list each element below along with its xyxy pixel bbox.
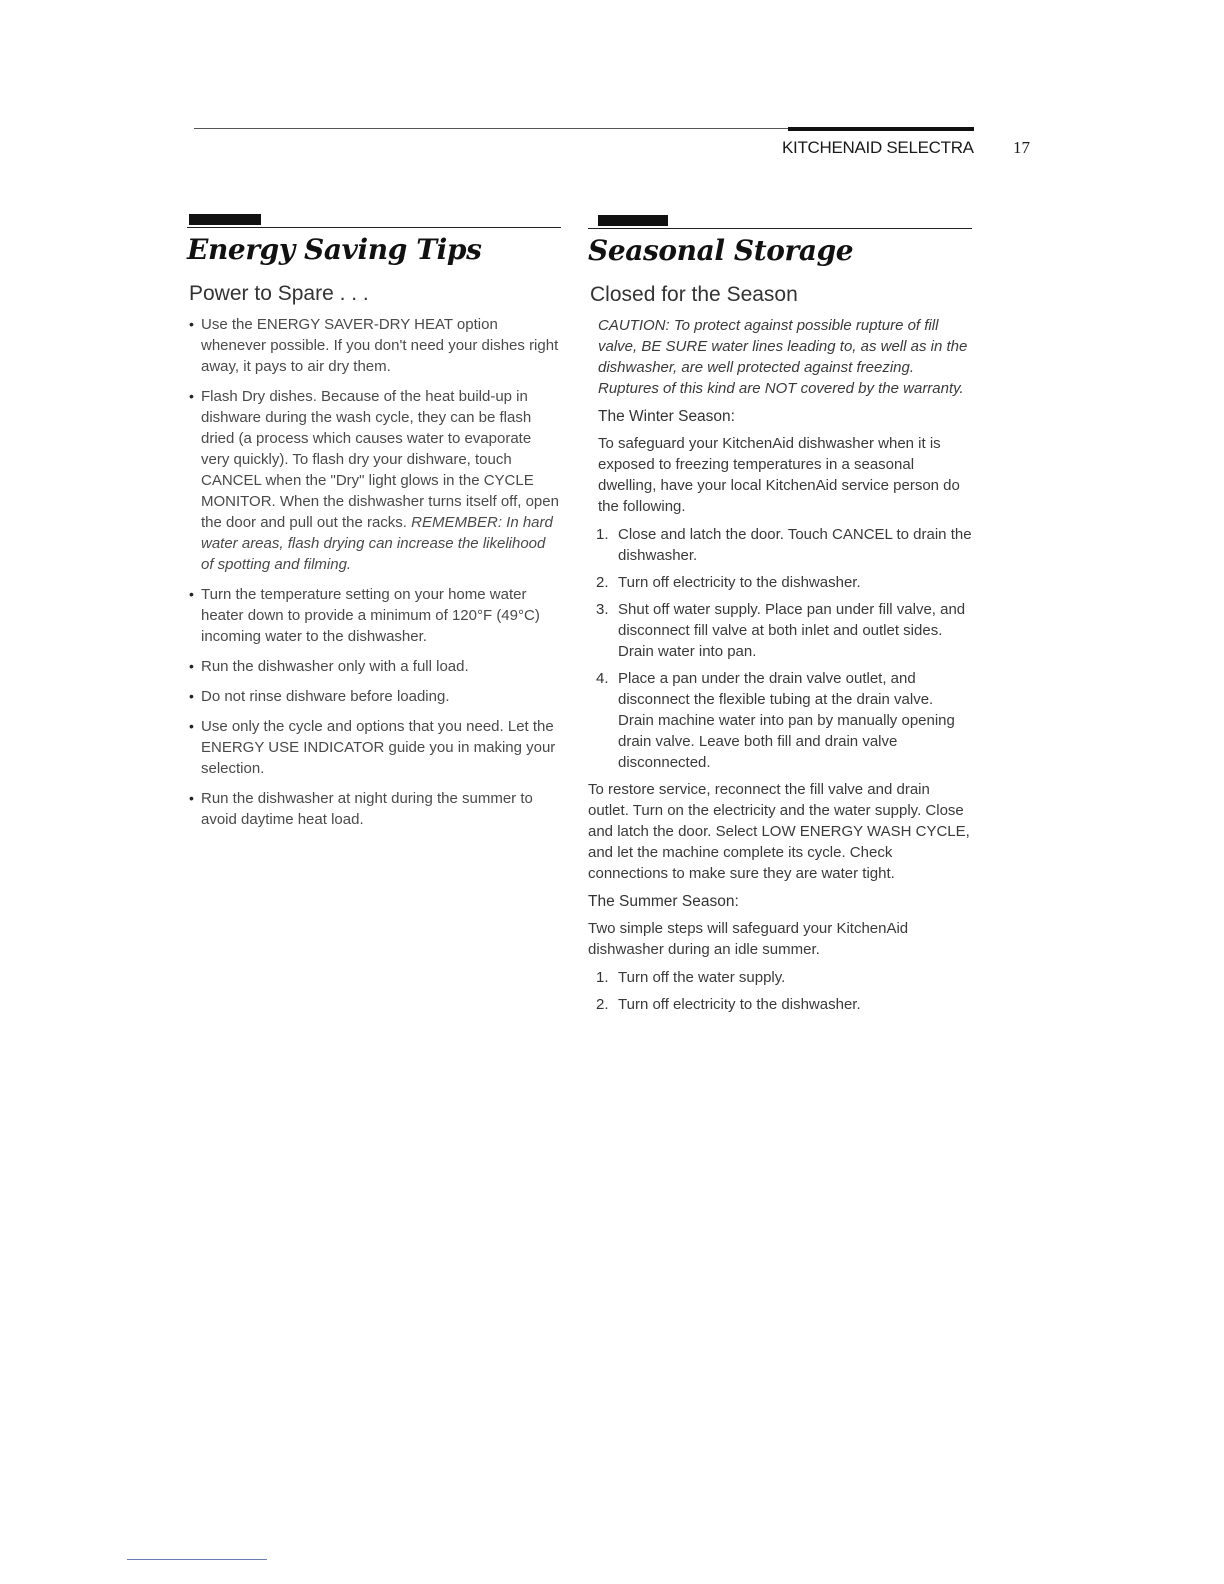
summer-label: The Summer Season: xyxy=(588,893,739,910)
tips-list xyxy=(187,314,561,830)
list-item: • Run the dishwasher at night during the summer to avoid daytime heat load. xyxy=(189,790,533,828)
caution-note: CAUTION: To protect against possible rupture of fill valve, BE SURE water lines leading to, as well as in the dishwasher, are well protected against freezing. Ruptures of this kind are NOT covered by the warranty. xyxy=(598,317,968,397)
list-item: • Run the dishwasher only with a full load. xyxy=(189,658,469,675)
section-title: Energy Saving Tips xyxy=(187,233,482,266)
list-item: • Turn the temperature setting on your home water heater down to provide a minimum of 120°F (49°C) incoming water to the dishwasher. xyxy=(189,586,540,645)
footer-rule xyxy=(127,1559,267,1560)
header-rule xyxy=(194,128,788,129)
seasonal-storage-section xyxy=(588,215,972,1021)
list-item: • Flash Dry dishes. Because of the heat build-up in dishware during the wash cycle, they can be flash dried (a process which causes water to evaporate very quickly). To flash dry your dishware, touch CANCEL when the "Dry" light glows in the CYCLE MONITOR. When the dishwasher turns itself off, open the door and pull out the racks. REMEMBER: In hard water areas, flash drying can increase the likelihood of spotting and filming. xyxy=(189,388,559,573)
winter-intro: To safeguard your KitchenAid dishwasher when it is exposed to freezing temperatures in a seasonal dwelling, have your local KitchenAid service person do the following. xyxy=(598,435,960,515)
list-item: 1. Turn off the water supply. xyxy=(596,969,786,986)
section-rule xyxy=(187,214,561,228)
section-subhead: Power to Spare . . . xyxy=(189,282,369,305)
list-item: 2. Turn off electricity to the dishwasher. xyxy=(596,996,861,1013)
energy-saving-section xyxy=(187,214,561,839)
section-subhead: Closed for the Season xyxy=(590,283,798,306)
list-item: • Use only the cycle and options that you need. Let the ENERGY USE INDICATOR guide you in making your selection. xyxy=(189,718,556,777)
section-title: Seasonal Storage xyxy=(588,234,854,267)
page-number: 17 xyxy=(1013,138,1030,157)
list-item: 2. Turn off electricity to the dishwasher. xyxy=(596,574,861,591)
winter-steps xyxy=(588,524,972,773)
section-rule xyxy=(588,215,972,229)
list-item: 3. Shut off water supply. Place pan under fill valve, and disconnect fill valve at both inlet and outlet sides. Drain water into pan. xyxy=(596,601,966,660)
summer-intro: Two simple steps will safeguard your KitchenAid dishwasher during an idle summer. xyxy=(588,920,909,958)
header-rule-accent xyxy=(788,127,974,131)
running-head: KITCHENAID SELECTRA xyxy=(782,138,974,157)
remember-note: REMEMBER: In hard water areas, flash drying can increase the likelihood of spotting and filming. xyxy=(201,514,553,573)
list-item: 1. Close and latch the door. Touch CANCEL to drain the dishwasher. xyxy=(596,526,972,564)
winter-label: The Winter Season: xyxy=(598,408,735,425)
restore-paragraph: To restore service, reconnect the fill valve and drain outlet. Turn on the electricity and the water supply. Close and latch the door. Select LOW ENERGY WASH CYCLE, and let the machine complete its cycle. Check connections to make sure they are water tight. xyxy=(588,781,970,882)
summer-steps xyxy=(588,967,972,1015)
list-item: • Use the ENERGY SAVER-DRY HEAT option whenever possible. If you don't need your dishes right away, it pays to air dry them. xyxy=(189,316,559,375)
list-item: • Do not rinse dishware before loading. xyxy=(189,688,450,705)
list-item: 4. Place a pan under the drain valve outlet, and disconnect the flexible tubing at the drain valve. Drain machine water into pan by manually opening drain valve. Leave both fill and drain valve disconnected. xyxy=(596,670,955,771)
